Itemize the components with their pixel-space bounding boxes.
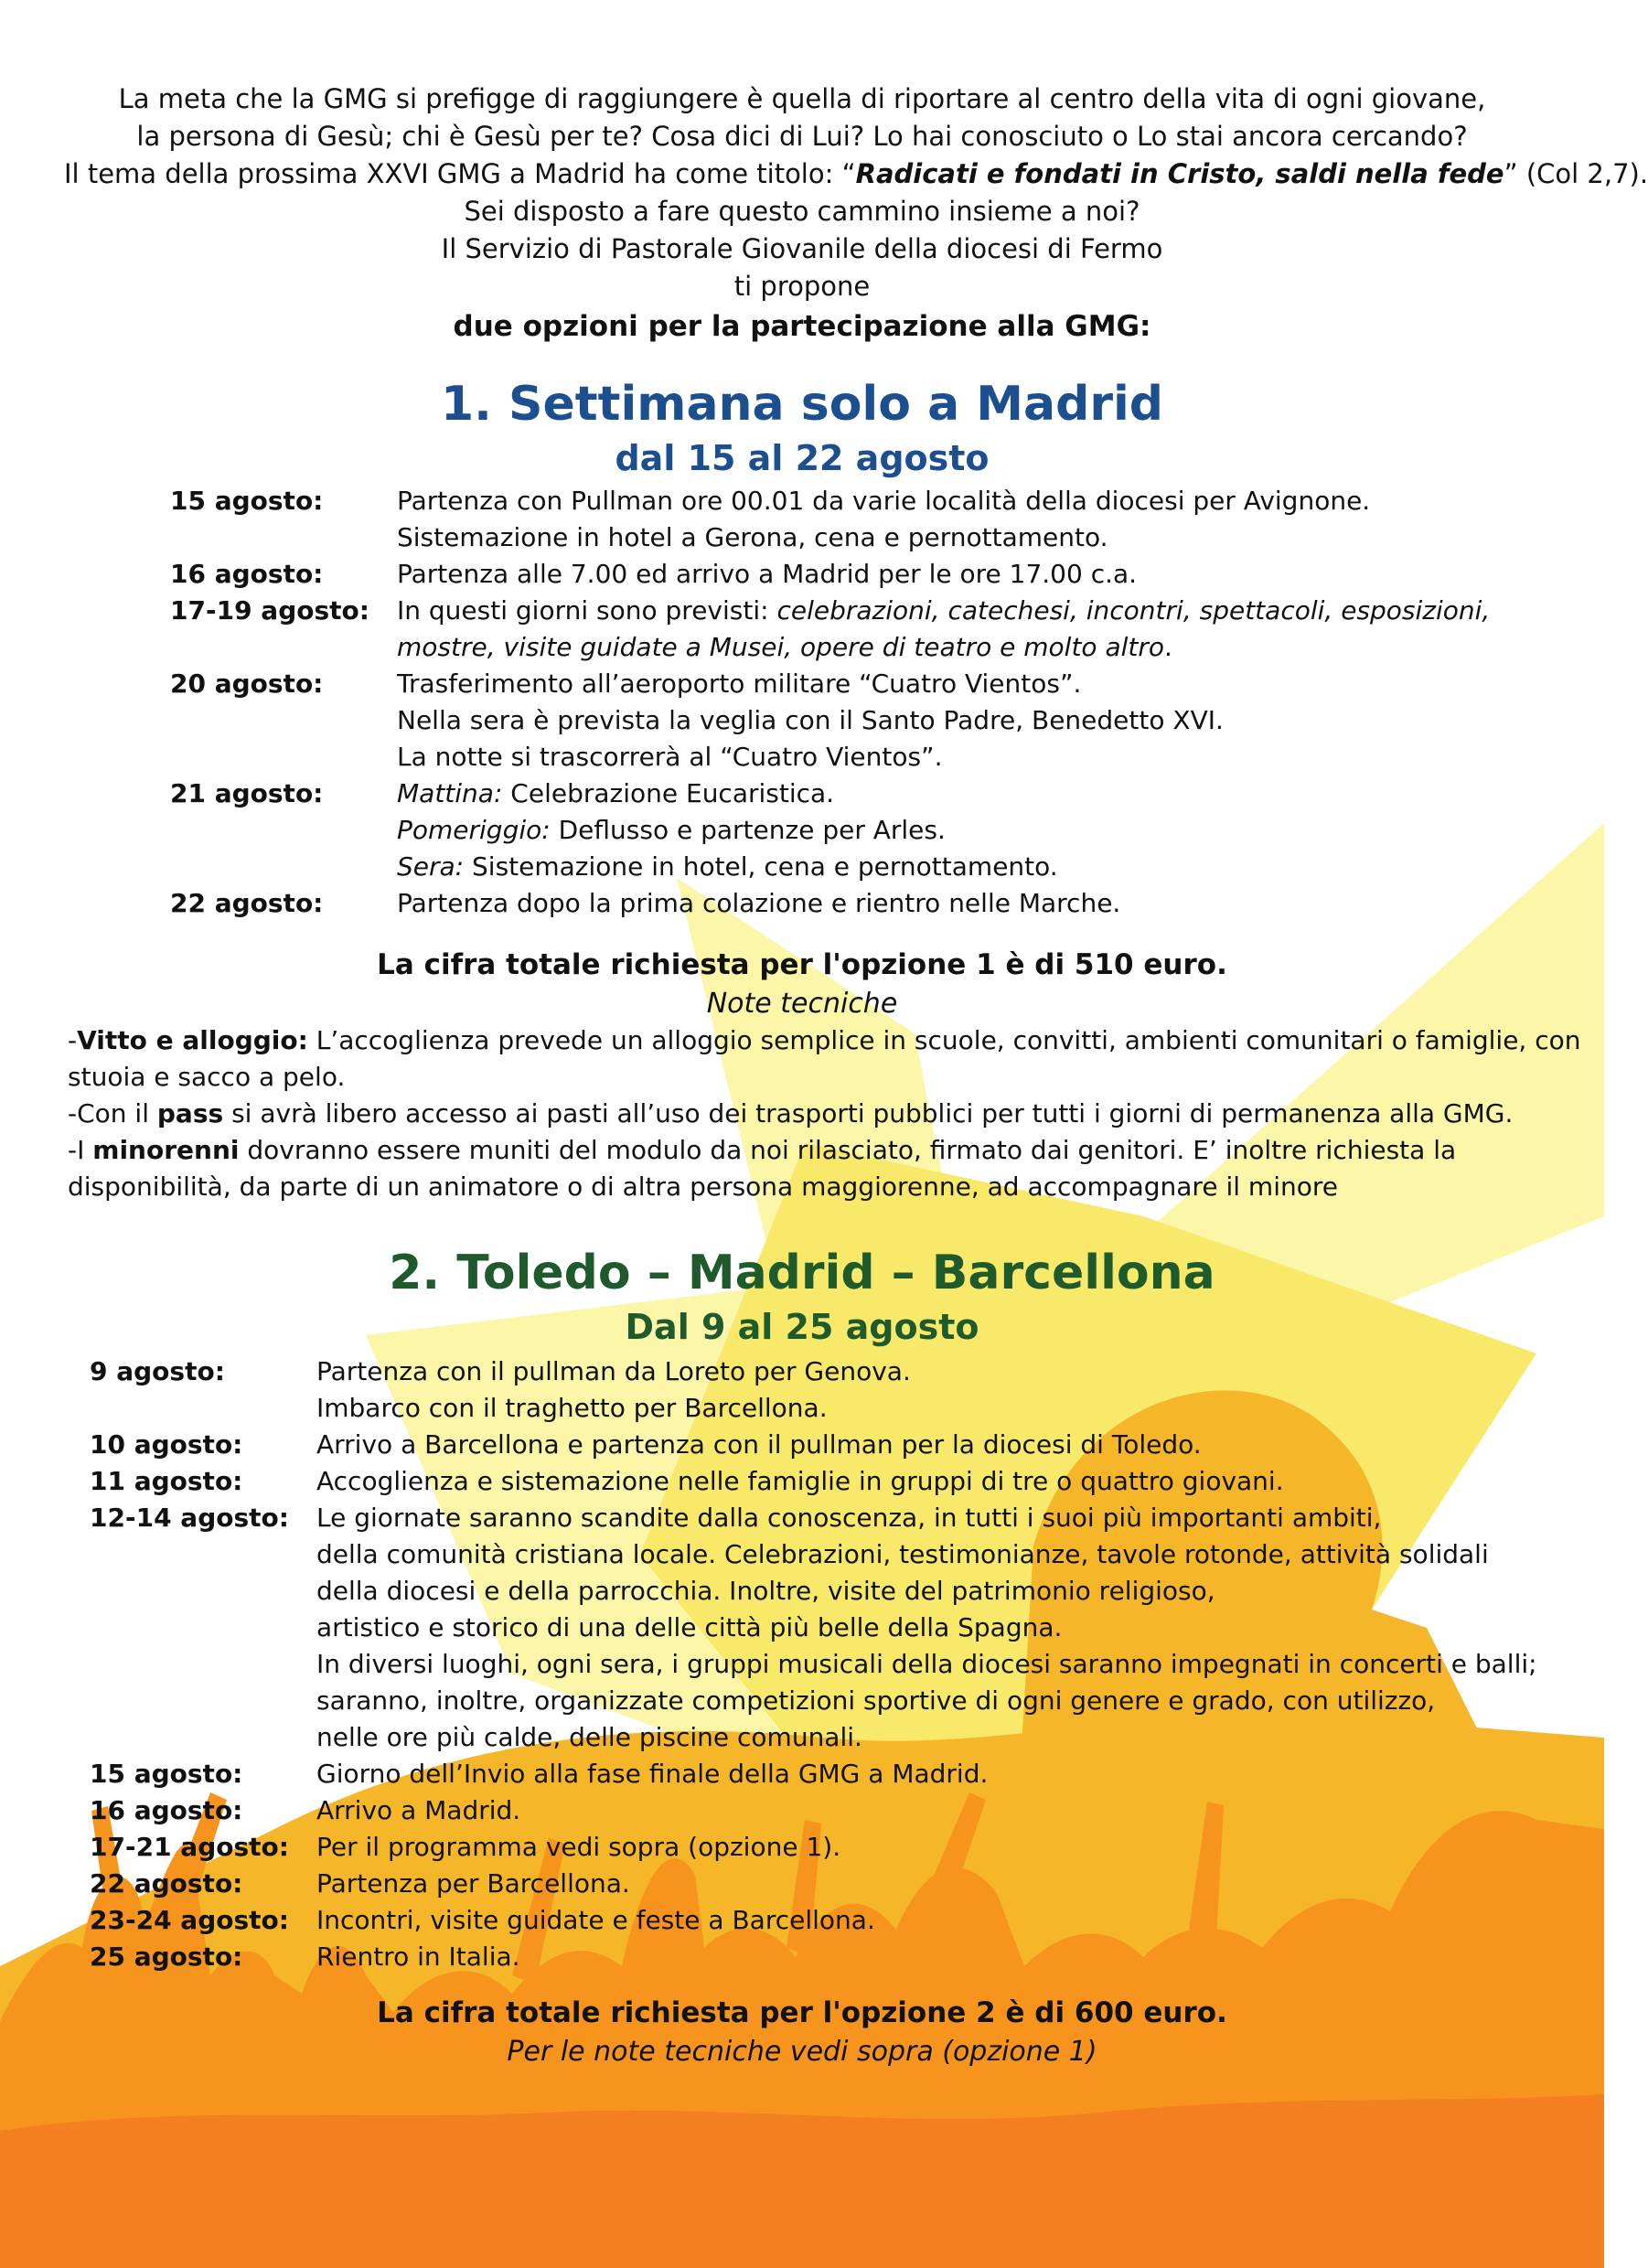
schedule-text bbox=[397, 593, 1578, 666]
intro-line: Sei disposto a fare questo cammino insieme a noi? bbox=[464, 196, 1140, 227]
schedule-text bbox=[316, 1353, 1589, 1427]
schedule-line: Sistemazione in hotel a Gerona, cena e pernottamento. bbox=[397, 522, 1108, 552]
schedule-row bbox=[90, 1866, 1589, 1902]
note-text: si avrà libero accesso ai pasti all’uso dei trasporti pubblici per tutti i giorni di permanenza alla GMG. bbox=[223, 1098, 1514, 1129]
schedule-line: Trasferimento all’aeroporto militare “Cuatro Vientos”. bbox=[397, 669, 1082, 699]
option1-title: 1. Settimana solo a Madrid bbox=[440, 377, 1164, 432]
schedule-day: 15 agosto: bbox=[170, 486, 324, 516]
schedule-row bbox=[170, 885, 1578, 922]
option1-dates: dal 15 al 22 agosto bbox=[615, 438, 990, 478]
schedule-line: Arrivo a Barcellona e partenza con il pullman per la diocesi di Toledo. bbox=[316, 1429, 1202, 1460]
schedule-row bbox=[170, 556, 1578, 593]
schedule-row bbox=[170, 776, 1578, 885]
schedule-line: Imbarco con il traghetto per Barcellona. bbox=[316, 1393, 828, 1423]
note-bold: Vitto e alloggio: bbox=[77, 1025, 308, 1055]
schedule-row bbox=[90, 1829, 1589, 1866]
schedule-row bbox=[90, 1353, 1589, 1427]
schedule-text bbox=[397, 556, 1578, 593]
option2-note: Per le note tecniche vedi sopra (opzione 1) bbox=[507, 2036, 1097, 2068]
schedule-text-part: Sistemazione in hotel, cena e pernottamento. bbox=[464, 851, 1058, 882]
option1-schedule bbox=[170, 483, 1578, 922]
schedule-text-part: Celebrazione Eucaristica. bbox=[502, 778, 835, 808]
schedule-text bbox=[316, 1500, 1589, 1756]
schedule-italic: Sera: bbox=[397, 851, 465, 882]
schedule-line bbox=[397, 812, 1578, 849]
schedule-text bbox=[397, 666, 1578, 776]
schedule-line: saranno, inoltre, organizzate competizioni sportive di ogni genere e grado, con utilizzo, bbox=[316, 1685, 1436, 1716]
schedule-text bbox=[316, 1792, 1589, 1829]
schedule-text-part: . bbox=[1164, 632, 1172, 662]
schedule-line: artistico e storico di una delle città più belle della Spagna. bbox=[316, 1612, 1063, 1642]
note-bold: pass bbox=[156, 1098, 224, 1129]
note-text: dovranno essere muniti del modulo da noi rilasciato, firmato dai genitori. E’ inoltre richiesta la bbox=[239, 1135, 1457, 1165]
schedule-day: 20 agosto: bbox=[170, 669, 324, 699]
schedule-day: 9 agosto: bbox=[90, 1356, 225, 1386]
schedule-line bbox=[397, 629, 1578, 666]
option2-title: 2. Toledo – Madrid – Barcellona bbox=[389, 1246, 1215, 1300]
schedule-row bbox=[170, 666, 1578, 776]
schedule-line: La notte si trascorrerà al “Cuatro Vientos”. bbox=[397, 742, 943, 772]
schedule-line: della diocesi e della parrocchia. Inoltre, visite del patrimonio religioso, bbox=[316, 1576, 1215, 1606]
schedule-row bbox=[90, 1939, 1589, 1975]
schedule-text bbox=[316, 1756, 1589, 1792]
schedule-line: Partenza con Pullman ore 00.01 da varie località della diocesi per Avignone. bbox=[397, 486, 1371, 516]
schedule-row bbox=[90, 1756, 1589, 1792]
note-bold: minorenni bbox=[92, 1135, 240, 1165]
theme-title: Radicati e fondati in Cristo, saldi nella fede bbox=[855, 158, 1504, 189]
schedule-day: 25 agosto: bbox=[90, 1942, 243, 1972]
schedule-day: 23-24 agosto: bbox=[90, 1905, 289, 1935]
schedule-line: Rientro in Italia. bbox=[316, 1942, 520, 1972]
note-line bbox=[68, 1132, 1540, 1169]
note-line: disponibilità, da parte di un animatore o di altra persona maggiorenne, ad accompagnare il minore bbox=[68, 1171, 1338, 1202]
schedule-text bbox=[316, 1829, 1589, 1866]
schedule-day: 16 agosto: bbox=[90, 1795, 243, 1825]
schedule-line: Arrivo a Madrid. bbox=[316, 1795, 521, 1825]
schedule-line: Partenza per Barcellona. bbox=[316, 1868, 630, 1899]
schedule-row bbox=[90, 1463, 1589, 1500]
schedule-text bbox=[316, 1902, 1589, 1939]
schedule-row bbox=[170, 483, 1578, 556]
option2-schedule bbox=[90, 1353, 1589, 1975]
schedule-day: 12-14 agosto: bbox=[90, 1503, 289, 1533]
note-text: -Con il bbox=[68, 1098, 157, 1129]
schedule-italic: Pomeriggio: bbox=[397, 815, 551, 845]
intro-line: La meta che la GMG si prefigge di raggiungere è quella di riportare al centro della vita di ogni giovane, bbox=[118, 83, 1486, 114]
note-line: stuoia e sacco a pelo. bbox=[68, 1062, 346, 1092]
schedule-text-part: Deflusso e partenze per Arles. bbox=[550, 815, 946, 845]
schedule-line: In diversi luoghi, ogni sera, i gruppi musicali della diocesi saranno impegnati in concerti e balli; bbox=[316, 1649, 1537, 1679]
schedule-line: Partenza con il pullman da Loreto per Genova. bbox=[316, 1356, 911, 1386]
schedule-row bbox=[170, 593, 1578, 666]
option2-dates: Dal 9 al 25 agosto bbox=[625, 1307, 979, 1347]
note-text: -I bbox=[68, 1135, 93, 1165]
note-line bbox=[68, 1096, 1540, 1132]
schedule-text bbox=[316, 1866, 1589, 1902]
schedule-line: Partenza dopo la prima colazione e rientro nelle Marche. bbox=[397, 888, 1121, 918]
intro-line: Il Servizio di Pastorale Giovanile della diocesi di Fermo bbox=[441, 233, 1163, 264]
schedule-day: 17-19 agosto: bbox=[170, 595, 369, 626]
note-line bbox=[68, 1022, 1581, 1059]
intro-text: Il tema della prossima XXVI GMG a Madrid ha come titolo: “ bbox=[64, 158, 856, 189]
option1-total: La cifra totale richiesta per l'opzione 1 è di 510 euro. bbox=[377, 948, 1227, 981]
schedule-text bbox=[316, 1939, 1589, 1975]
schedule-text bbox=[316, 1463, 1589, 1500]
schedule-text bbox=[397, 776, 1578, 885]
schedule-text bbox=[397, 483, 1578, 556]
schedule-day: 10 agosto: bbox=[90, 1429, 243, 1460]
schedule-line bbox=[397, 849, 1578, 885]
schedule-day: 17-21 agosto: bbox=[90, 1832, 289, 1862]
schedule-day: 11 agosto: bbox=[90, 1466, 243, 1496]
schedule-row bbox=[90, 1902, 1589, 1939]
schedule-line: Nella sera è prevista la veglia con il Santo Padre, Benedetto XVI. bbox=[397, 705, 1224, 735]
schedule-line: Per il programma vedi sopra (opzione 1). bbox=[316, 1832, 841, 1862]
intro-line: la persona di Gesù; chi è Gesù per te? Cosa dici di Lui? Lo hai conosciuto o Lo stai ancora cercando? bbox=[136, 121, 1468, 152]
note-text: - bbox=[68, 1025, 78, 1055]
schedule-line: nelle ore più calde, delle piscine comunali. bbox=[316, 1722, 862, 1752]
schedule-line: Incontri, visite guidate e feste a Barcellona. bbox=[316, 1905, 875, 1935]
intro-options-heading: due opzioni per la partecipazione alla GMG: bbox=[453, 310, 1151, 343]
schedule-line: Giorno dell’Invio alla fase finale della GMG a Madrid. bbox=[316, 1759, 989, 1789]
schedule-text bbox=[316, 1427, 1589, 1463]
notes-title: Note tecniche bbox=[706, 988, 898, 1020]
schedule-line: Partenza alle 7.00 ed arrivo a Madrid per le ore 17.00 c.a. bbox=[397, 559, 1138, 589]
schedule-line bbox=[397, 593, 1578, 629]
schedule-row bbox=[90, 1427, 1589, 1463]
note-text: L’accoglienza prevede un alloggio semplice in scuole, convitti, ambienti comunitari o famiglie, con bbox=[307, 1025, 1581, 1055]
intro-line: ti propone bbox=[733, 271, 871, 302]
schedule-italic: mostre, visite guidate a Musei, opere di teatro e molto altro bbox=[397, 632, 1165, 662]
schedule-day: 16 agosto: bbox=[170, 559, 324, 589]
schedule-italic: Mattina: bbox=[397, 778, 503, 808]
technical-notes bbox=[68, 1022, 1581, 1205]
schedule-line: Accoglienza e sistemazione nelle famiglie in gruppi di tre o quattro giovani. bbox=[316, 1466, 1284, 1496]
schedule-text-part: In questi giorni sono previsti: bbox=[397, 595, 777, 626]
schedule-day: 22 agosto: bbox=[170, 888, 324, 918]
schedule-day: 22 agosto: bbox=[90, 1868, 243, 1899]
schedule-italic: celebrazioni, catechesi, incontri, spettacoli, esposizioni, bbox=[776, 595, 1491, 626]
schedule-line: della comunità cristiana locale. Celebrazioni, testimonianze, tavole rotonde, attività solidali bbox=[316, 1539, 1489, 1569]
schedule-line bbox=[397, 776, 1578, 812]
schedule-row bbox=[90, 1500, 1589, 1756]
intro-paragraph bbox=[64, 80, 1648, 346]
schedule-day: 21 agosto: bbox=[170, 778, 324, 808]
schedule-text bbox=[397, 885, 1578, 922]
schedule-day: 15 agosto: bbox=[90, 1759, 243, 1789]
schedule-row bbox=[90, 1792, 1589, 1829]
schedule-line: Le giornate saranno scandite dalla conoscenza, in tutti i suoi più importanti ambiti, bbox=[316, 1503, 1382, 1533]
option2-total: La cifra totale richiesta per l'opzione 2 è di 600 euro. bbox=[377, 1996, 1227, 2029]
intro-line-theme bbox=[64, 155, 1648, 193]
intro-text: ” (Col 2,7). bbox=[1504, 158, 1648, 189]
